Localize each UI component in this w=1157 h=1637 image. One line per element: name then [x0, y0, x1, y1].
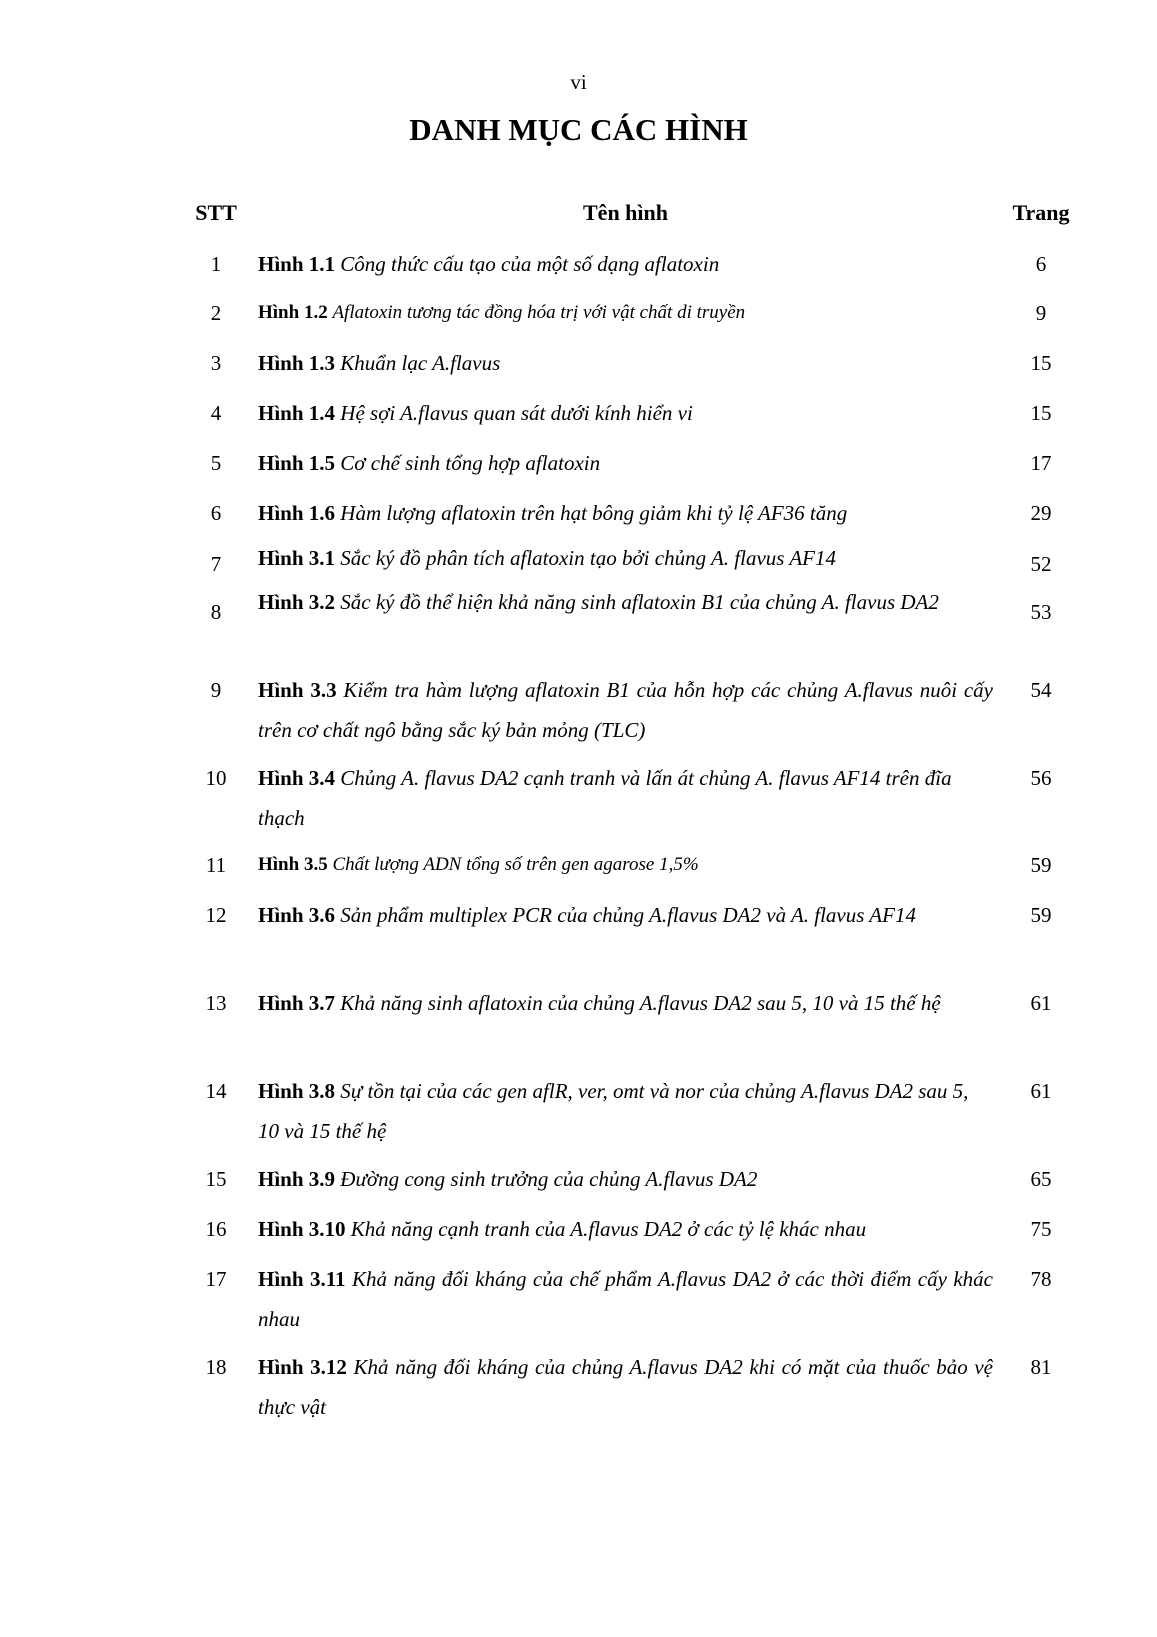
row-number: 17: [205, 1267, 227, 1291]
figure-caption: Cơ chế sinh tổng hợp aflatoxin: [340, 451, 601, 475]
figure-label: Hình 3.11: [258, 1267, 346, 1291]
row-number: 15: [205, 1167, 227, 1191]
figure-label: Hình 1.1: [258, 252, 336, 276]
column-header-page: Trang: [1012, 200, 1070, 225]
figure-caption: Sắc ký đồ phân tích aflatoxin tạo bởi chủng A. flavus AF14: [340, 546, 836, 570]
row-page: 81: [1030, 1355, 1052, 1379]
figure-caption: Hàm lượng aflatoxin trên hạt bông giảm khi tỷ lệ AF36 tăng: [340, 501, 848, 525]
figure-label: Hình 1.4: [258, 401, 336, 425]
figure-caption: Hệ sợi A.flavus quan sát dưới kính hiển vi: [340, 401, 693, 425]
row-number: 3: [210, 351, 222, 375]
figure-caption: Sắc ký đồ thể hiện khả năng sinh aflatoxin B1 của chủng A. flavus DA2: [340, 590, 939, 614]
row-page: 59: [1030, 903, 1052, 927]
figure-label: Hình 3.3: [258, 678, 337, 702]
row-number: 2: [210, 301, 222, 325]
row-page: 61: [1030, 1079, 1052, 1103]
row-page: 61: [1030, 991, 1052, 1015]
row-number: 5: [210, 451, 222, 475]
figure-label: Hình 3.9: [258, 1167, 336, 1191]
row-number: 8: [210, 600, 222, 624]
row-description: [258, 845, 993, 885]
figure-label: Hình 1.3: [258, 351, 336, 375]
row-page: 54: [1030, 678, 1052, 702]
row-description: [258, 895, 993, 935]
row-page: 65: [1030, 1167, 1052, 1191]
figure-caption: Đường cong sinh trưởng của chủng A.flavus DA2: [340, 1167, 758, 1191]
row-number: 13: [205, 991, 227, 1015]
row-number: 12: [205, 903, 227, 927]
row-page: 15: [1030, 351, 1052, 375]
figure-label: Hình 3.4: [258, 766, 336, 790]
figure-label: Hình 3.10: [258, 1217, 346, 1241]
row-description: [258, 538, 993, 578]
figure-caption: Khả năng đối kháng của chế phẩm A.flavus DA2 ở các thời điểm cấy khác nhau: [258, 1267, 994, 1331]
figure-caption: Chất lượng ADN tổng số trên gen agarose 1,5%: [332, 854, 699, 875]
row-page: 15: [1030, 401, 1052, 425]
figure-caption: Sự tồn tại của các gen aflR, ver, omt và nor của chủng A.flavus DA2 sau 5, 10 và 15 thế hệ: [258, 1079, 969, 1143]
row-number: 11: [205, 853, 227, 877]
figure-caption: Chủng A. flavus DA2 cạnh tranh và lấn át chủng A. flavus AF14 trên đĩa thạch: [258, 766, 952, 830]
row-number: 14: [205, 1079, 227, 1103]
figure-caption: Sản phẩm multiplex PCR của chủng A.flavus DA2 và A. flavus AF14: [340, 903, 916, 927]
row-page: 52: [1030, 552, 1052, 576]
row-description: [258, 1209, 993, 1249]
row-page: 75: [1030, 1217, 1052, 1241]
row-page: 9: [1035, 301, 1047, 325]
page-title: DANH MỤC CÁC HÌNH: [409, 112, 748, 147]
column-header-stt: STT: [195, 200, 237, 225]
row-page: 6: [1035, 252, 1047, 276]
row-number: 4: [210, 401, 222, 425]
figure-caption: Kiểm tra hàm lượng aflatoxin B1 của hỗn hợp các chủng A.flavus nuôi cấy trên cơ chất ngô bằng sắc ký bản mỏng (TLC): [258, 678, 994, 742]
row-description: [258, 493, 993, 533]
figure-label: Hình 3.2: [258, 590, 336, 614]
row-page: 29: [1030, 501, 1052, 525]
row-description: [258, 443, 993, 483]
row-page: 17: [1030, 451, 1052, 475]
column-header-name: Tên hình: [583, 200, 668, 225]
figure-caption: Khả năng cạnh tranh của A.flavus DA2 ở các tỷ lệ khác nhau: [350, 1217, 867, 1241]
figure-caption: Công thức cấu tạo của một số dạng aflatoxin: [340, 252, 720, 276]
row-description: [258, 393, 993, 433]
figure-label: Hình 3.12: [258, 1355, 347, 1379]
figure-label: Hình 3.1: [258, 546, 336, 570]
figure-caption: Khả năng sinh aflatoxin của chủng A.flavus DA2 sau 5, 10 và 15 thế hệ: [340, 991, 941, 1015]
row-number: 6: [210, 501, 222, 525]
figure-caption: Khả năng đối kháng của chủng A.flavus DA2 khi có mặt của thuốc bảo vệ thực vật: [258, 1355, 993, 1419]
row-description: [258, 244, 993, 284]
figure-label: Hình 1.6: [258, 501, 336, 525]
row-description: [258, 1159, 993, 1199]
row-page: 59: [1030, 853, 1052, 877]
row-description: [258, 293, 993, 333]
figure-caption: Khuẩn lạc A.flavus: [340, 351, 501, 375]
row-description: [258, 670, 993, 750]
row-number: 9: [210, 678, 222, 702]
row-page: 78: [1030, 1267, 1052, 1291]
page-number: vi: [570, 70, 587, 94]
figure-label: Hình 3.6: [258, 903, 336, 927]
row-number: 16: [205, 1217, 227, 1241]
figure-label: Hình 1.2: [258, 302, 328, 323]
figure-label: Hình 3.7: [258, 991, 336, 1015]
row-number: 7: [210, 552, 222, 576]
row-description: [258, 1259, 993, 1339]
figure-label: Hình 3.8: [258, 1079, 336, 1103]
figure-label: Hình 3.5: [258, 854, 328, 875]
row-description: [258, 1071, 993, 1151]
row-description: [258, 1347, 993, 1427]
row-description: [258, 582, 993, 622]
row-page: 53: [1030, 600, 1052, 624]
row-description: [258, 983, 993, 1023]
row-description: [258, 758, 993, 838]
row-number: 18: [205, 1355, 227, 1379]
row-description: [258, 343, 993, 383]
figure-label: Hình 1.5: [258, 451, 336, 475]
row-number: 10: [205, 766, 227, 790]
row-number: 1: [210, 252, 222, 276]
figure-caption: Aflatoxin tương tác đồng hóa trị với vật chất di truyền: [332, 302, 746, 323]
row-page: 56: [1030, 766, 1052, 790]
